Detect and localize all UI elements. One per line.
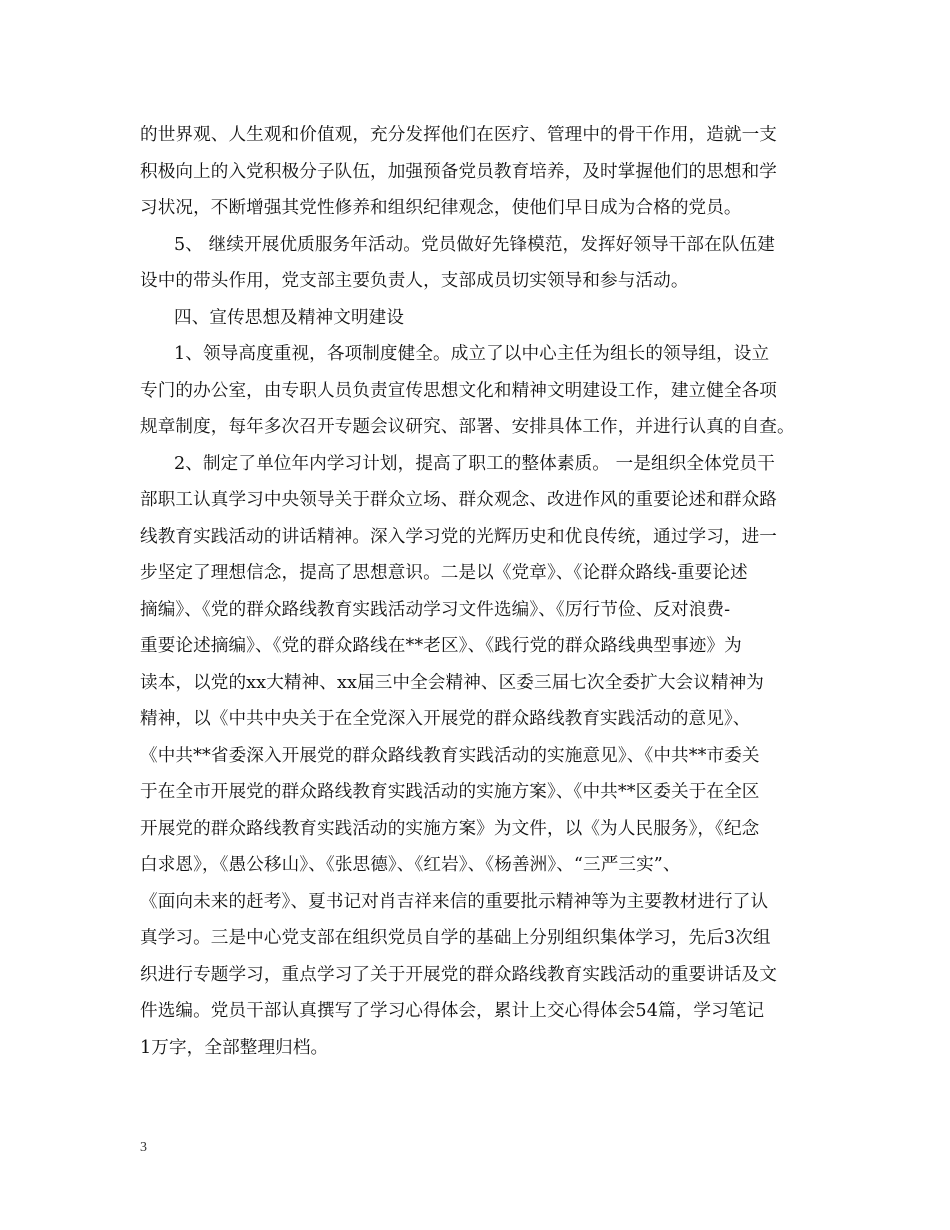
text-line: 白求恩》，《愚公移山》、《张思德》、《红岩》、《杨善洲》、“三严三实”、 <box>140 855 681 875</box>
text-line: 四、宣传思想及精神文明建设 <box>174 307 405 328</box>
text-line: 专门的办公室，由专职人员负责宣传思想文化和精神文明建设工作，建立健全各项 <box>140 380 777 401</box>
text-line: 5、 继续开展优质服务年活动。党员做好先锋模范，发挥好领导干部在队伍建 <box>174 234 775 255</box>
text-line: 精神，以《中共中央关于在全党深入开展党的群众路线教育实践活动的意见》、 <box>140 709 751 729</box>
document-body <box>140 117 820 1066</box>
text-line: 部职工认真学习中央领导关于群众立场、群众观念、改进作风的重要论述和群众路 <box>140 490 777 510</box>
text-line: 规章制度，每年多次召开专题会议研究、部署、安排具体工作，并进行认真的自查。 <box>140 417 795 437</box>
text-line: 2、制定了单位年内学习计划，提高了职工的整体素质。 一是组织全体党员干 <box>174 453 775 474</box>
text-line: 线教育实践活动的讲话精神。深入学习党的光辉历史和优良传统，通过学习，进一 <box>140 526 777 547</box>
text-line: 习状况，不断增强其党性修养和组织纪律观念，使他们早日成为合格的党员。 <box>140 198 742 218</box>
text-line: 读本，以党的xx大精神、xx届三中全会精神、区委三届七次全委扩大会议精神为 <box>140 672 764 693</box>
text-line: 真学习。三是中心党支部在组织党员自学的基础上分别组织集体学习，先后3次组 <box>140 928 771 948</box>
text-line: 1万字，全部整理归档。 <box>140 1037 329 1058</box>
text-line: 开展党的群众路线教育实践活动的实施方案》为文件，以《为人民服务》，《纪念 <box>140 818 760 839</box>
text-line: 件选编。党员干部认真撰写了学习心得体会，累计上交心得体会54篇，学习笔记 <box>140 1001 765 1021</box>
text-line: 设中的带头作用，党支部主要负责人，支部成员切实领导和参与活动。 <box>140 271 689 291</box>
text-line: 《面向未来的赶考》、夏书记对肖吉祥来信的重要批示精神等为主要教材进行了认 <box>140 891 769 912</box>
text-line: 织进行专题学习，重点学习了关于开展党的群众路线教育实践活动的重要讲话及文 <box>140 964 777 985</box>
text-line: 摘编》、《党的群众路线教育实践活动学习文件选编》、《厉行节俭、反对浪费- <box>140 599 731 620</box>
page-number: 3 <box>140 1140 147 1155</box>
text-line: 1、领导高度重视，各项制度健全。成立了以中心主任为组长的领导组，设立 <box>174 344 770 364</box>
text-line: 于在全市开展党的群众路线教育实践活动的实施方案》、《中共**区委关于在全区 <box>140 782 760 802</box>
text-line: 积极向上的入党积极分子队伍，加强预备党员教育培养，及时掌握他们的思想和学 <box>140 161 777 182</box>
text-line: 《中共**省委深入开展党的群众路线教育实践活动的实施意见》、《中共**市委关 <box>140 745 760 766</box>
text-line: 重要论述摘编》、《党的群众路线在**老区》、《践行党的群众路线典型事迹》为 <box>140 636 742 656</box>
text-line: 步坚定了理想信念，提高了思想意识。二是以《党章》、《论群众路线-重要论述 <box>140 563 748 583</box>
text-line: 的世界观、人生观和价值观，充分发挥他们在医疗、管理中的骨干作用，造就一支 <box>140 125 777 145</box>
